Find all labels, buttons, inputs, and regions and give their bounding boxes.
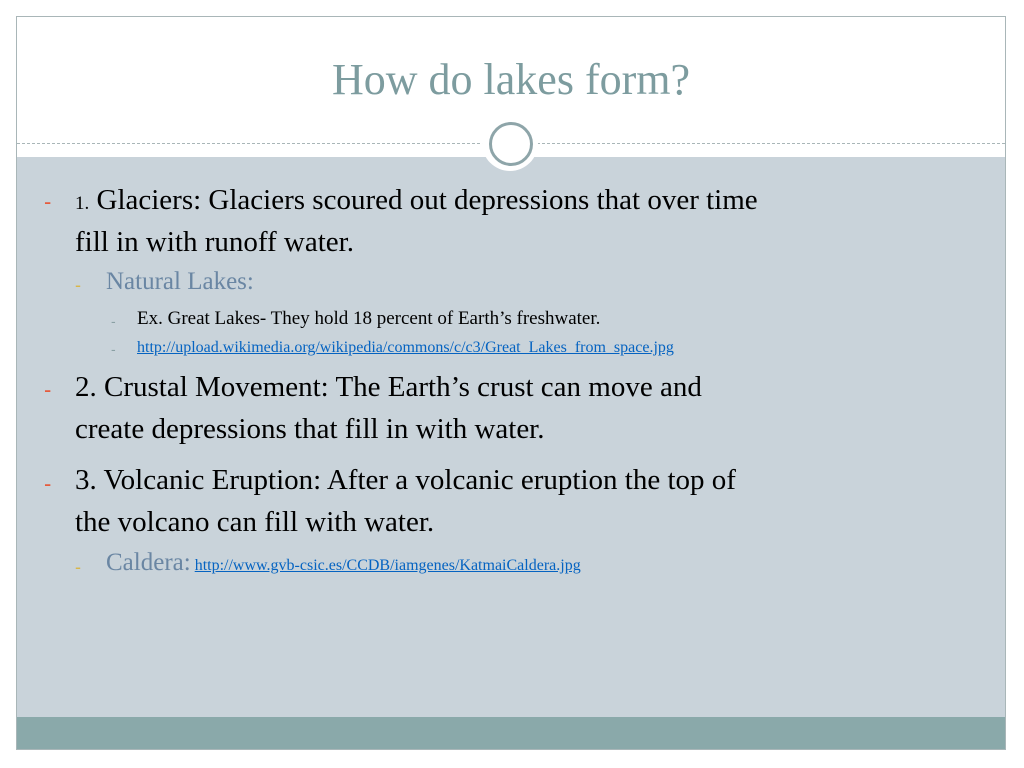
bullet-dash: - [44,471,52,496]
bullet-crustal-line1: 2. Crustal Movement: The Earth’s crust can move and [75,371,702,403]
bullet-crustal-line2: create depressions that fill in with water. [75,413,545,445]
bullet-glaciers-line2: fill in with runoff water. [75,226,354,258]
bullet-glaciers-line1: Glaciers: Glaciers scoured out depressions that over time [96,184,758,216]
bullet-dash: - [75,557,81,577]
bullet-dash: - [44,189,52,214]
bullet-dash: - [111,313,116,329]
footer-band [17,717,1005,750]
bullet-dash: - [75,275,81,295]
bullet-dash: - [111,341,116,357]
subheading-natural-lakes: Natural Lakes: [106,268,254,295]
bullet-glaciers [75,179,758,225]
bullet-volcanic-line1: 3. Volcanic Eruption: After a volcanic eruption the top of [75,464,736,496]
slide [16,16,1006,750]
circle-ornament-icon [482,115,538,171]
caldera-link[interactable]: http://www.gvb-csic.es/CCDB/iamgenes/KatmaiCaldera.jpg [194,557,581,574]
bullet-number: 1. [75,193,90,214]
bullet-great-lakes: Ex. Great Lakes- They hold 18 percent of Earth’s freshwater. [137,308,601,329]
slide-title: How do lakes form? [331,55,690,104]
bullet-dash: - [44,377,52,402]
great-lakes-link[interactable]: http://upload.wikimedia.org/wikipedia/commons/c/c3/Great_Lakes_from_space.jpg [137,339,674,356]
bullet-volcanic-line2: the volcano can fill with water. [75,506,435,538]
circle-ring [489,122,533,166]
subheading-caldera: Caldera: [106,549,191,576]
caldera-row [106,549,581,577]
